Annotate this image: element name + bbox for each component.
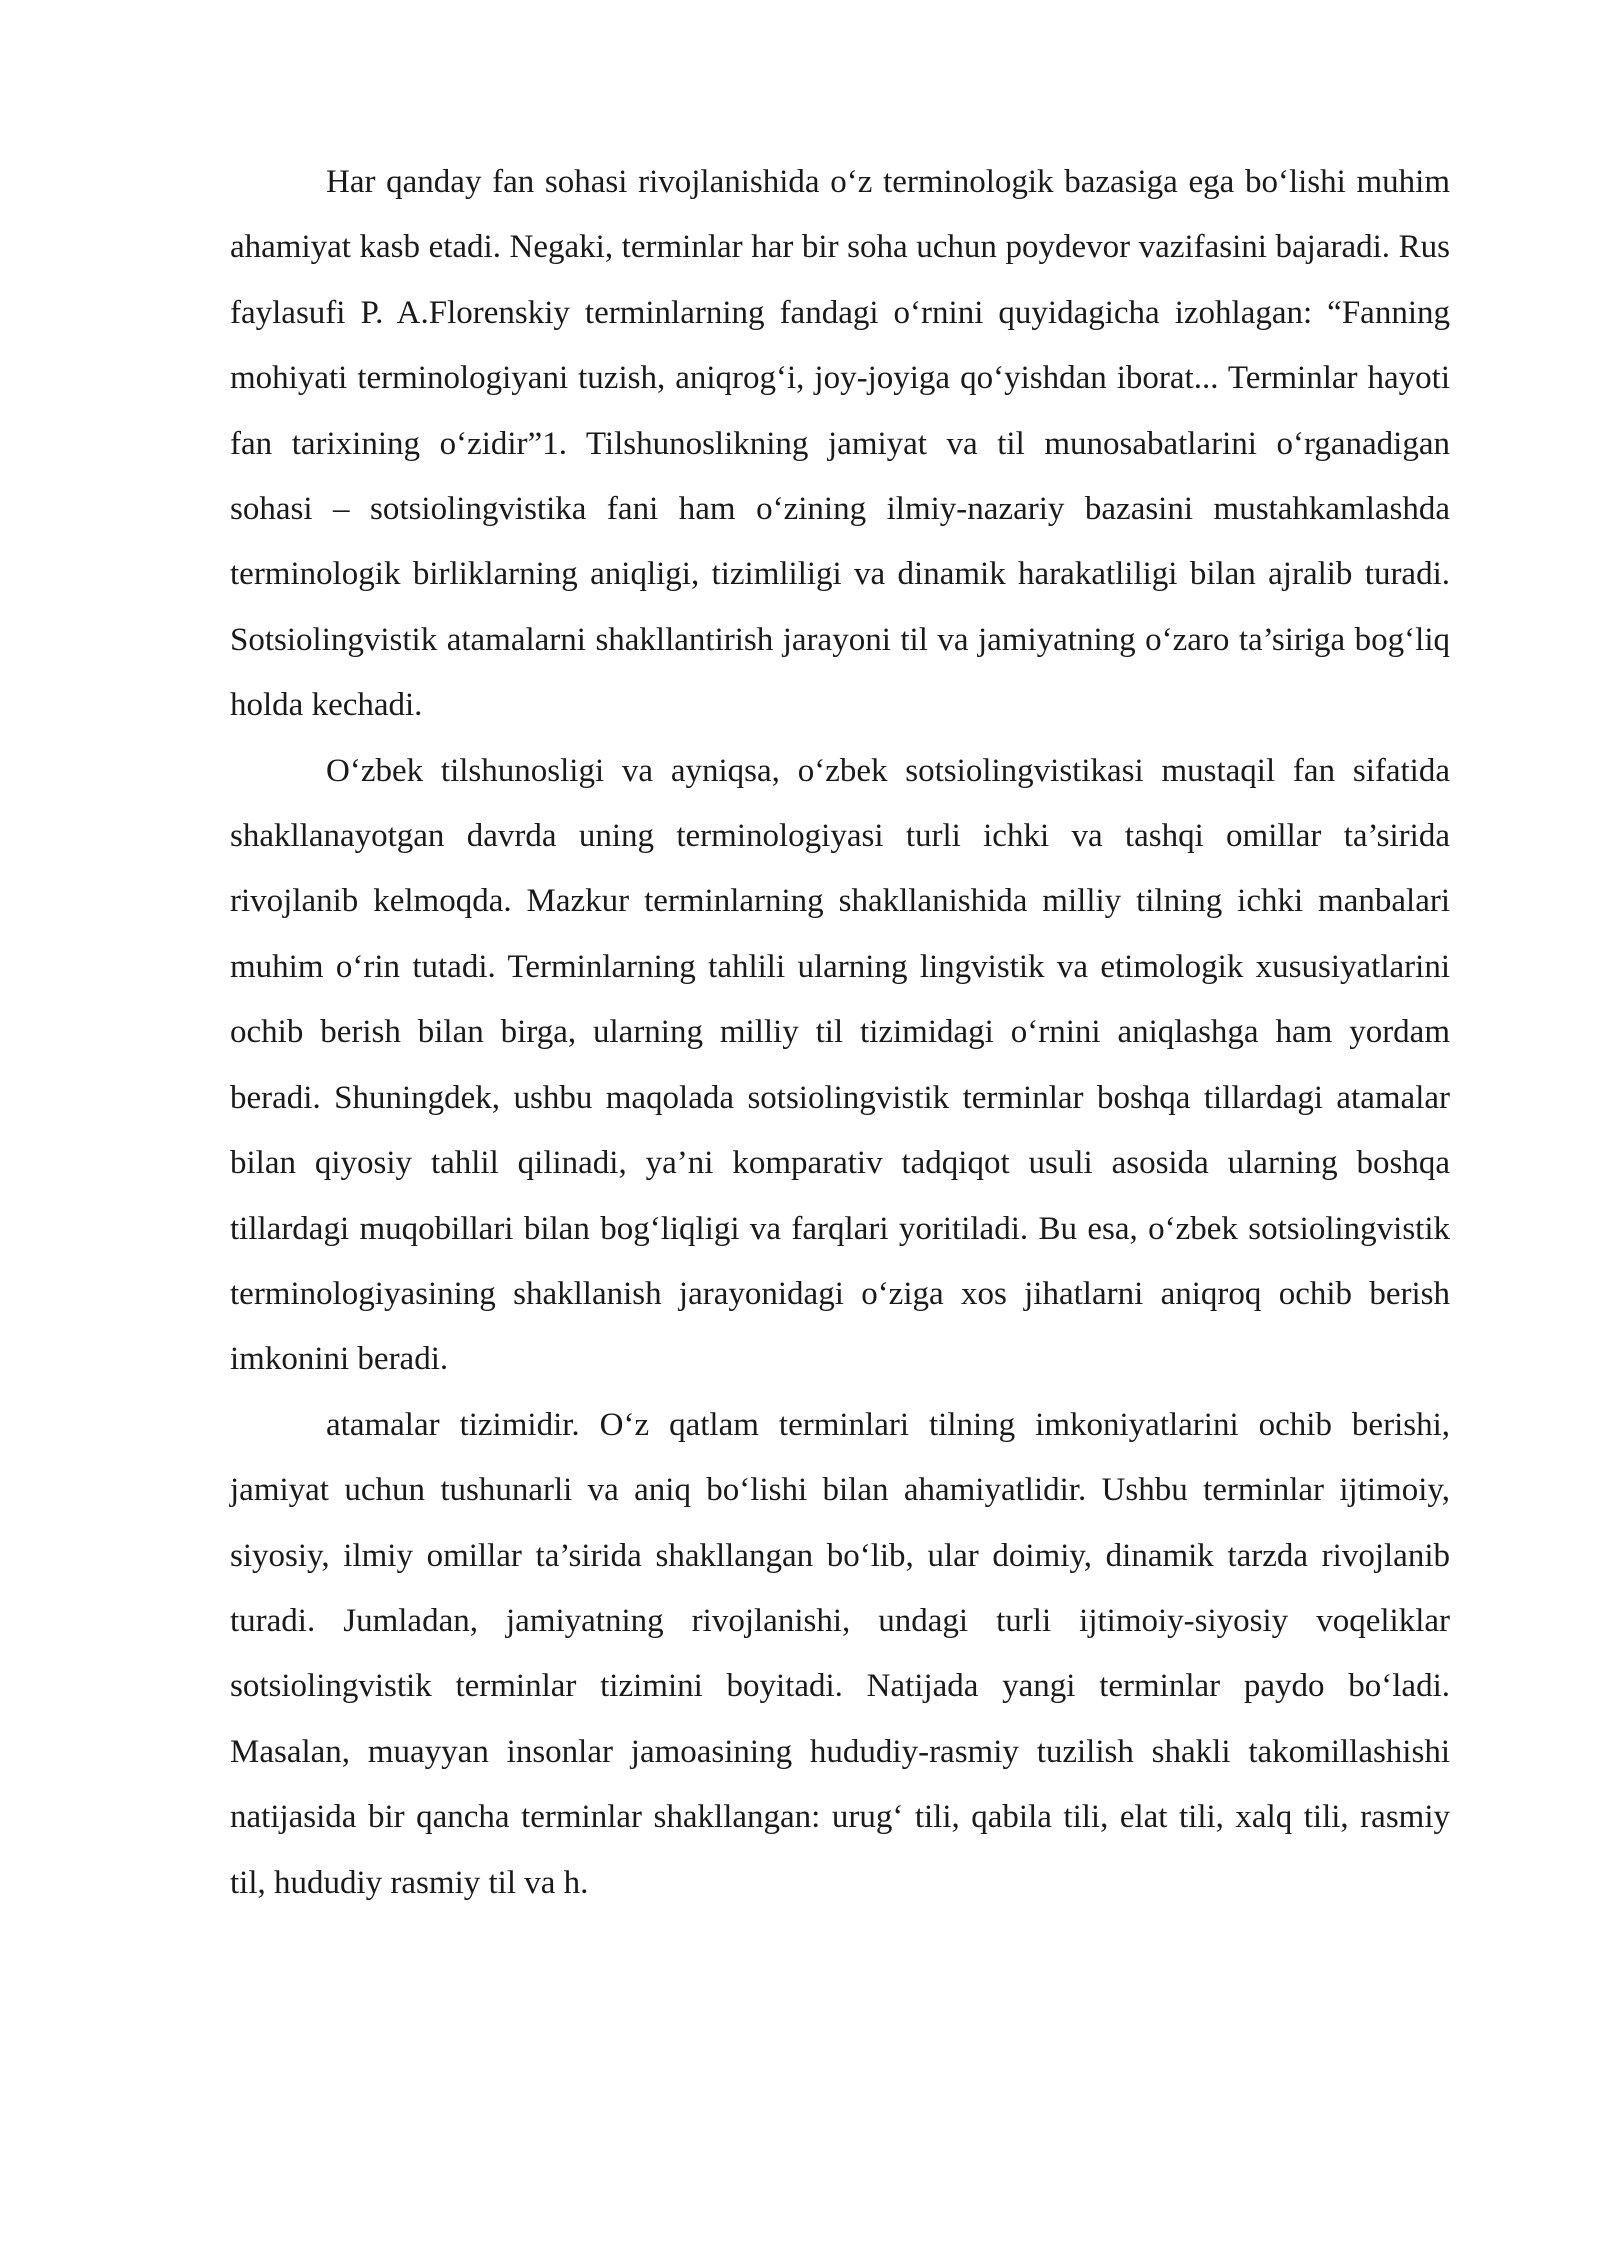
paragraph-2: O‘zbek tilshunosligi va ayniqsa, o‘zbek sotsiolingvistikasi mustaqil fan sifatida shakllanayotgan davrda uning terminologiyasi turli ichki va tashqi omillar ta’sirida rivojlanib kelmoqda. Mazkur terminlarning shakllanishida milliy tilning ichki manbalari muhim o‘rin tutadi. Terminlarning tahlili ularning lingvistik va etimologik xususiyatlarini ochib berish bilan birga, ularning milliy til tizimidagi o‘rnini aniqlashga ham yordam beradi. Shuningdek, ushbu maqolada sotsiolingvistik terminlar boshqa tillardagi atamalar bilan qiyosiy tahlil qilinadi, ya’ni komparativ tadqiqot usuli asosida ularning boshqa tillardagi muqobillari bilan bog‘liqligi va farqlari yoritiladi. Bu esa, o‘zbek sotsiolingvistik terminologiyasining shakllanish jarayonidagi o‘ziga xos jihatlarni aniqroq ochib berish imkonini beradi. — [230, 752, 1450, 1378]
document-body — [230, 150, 1450, 1916]
paragraph-3: atamalar tizimidir. O‘z qatlam terminlari tilning imkoniyatlarini ochib berishi, jamiyat uchun tushunarli va aniq bo‘lishi bilan ahamiyatlidir. Ushbu terminlar ijtimoiy, siyosiy, ilmiy omillar ta’sirida shakllangan bo‘lib, ular doimiy, dinamik tarzda rivojlanib turadi. Jumladan, jamiyatning rivojlanishi, undagi turli ijtimoiy-siyosiy voqeliklar sotsiolingvistik terminlar tizimini boyitadi. Natijada yangi terminlar paydo bo‘ladi. Masalan, muayyan insonlar jamoasining hududiy-rasmiy tuzilish shakli takomillashishi natijasida bir qancha terminlar shakllangan: urug‘ tili, qabila tili, elat tili, xalq tili, rasmiy til, hududiy rasmiy til va h. — [230, 1406, 1450, 1901]
paragraph-1: Har qanday fan sohasi rivojlanishida o‘z terminologik bazasiga ega bo‘lishi muhim ahamiyat kasb etadi. Negaki, terminlar har bir soha uchun poydevor vazifasini bajaradi. Rus faylasufi P. A.Florenskiy terminlarning fandagi o‘rnini quyidagicha izohlagan: “Fanning mohiyati terminologiyani tuzish, aniqrog‘i, joy-joyiga qo‘yishdan iborat... Terminlar hayoti fan tarixining o‘zidir”1. Tilshunoslikning jamiyat va til munosabatlarini o‘rganadigan sohasi – sotsiolingvistika fani ham o‘zining ilmiy-nazariy bazasini mustahkamlashda terminologik birliklarning aniqligi, tizimliligi va dinamik harakatliligi bilan ajralib turadi. Sotsiolingvistik atamalarni shakllantirish jarayoni til va jamiyatning o‘zaro ta’siriga bog‘liq holda kechadi. — [230, 164, 1450, 724]
